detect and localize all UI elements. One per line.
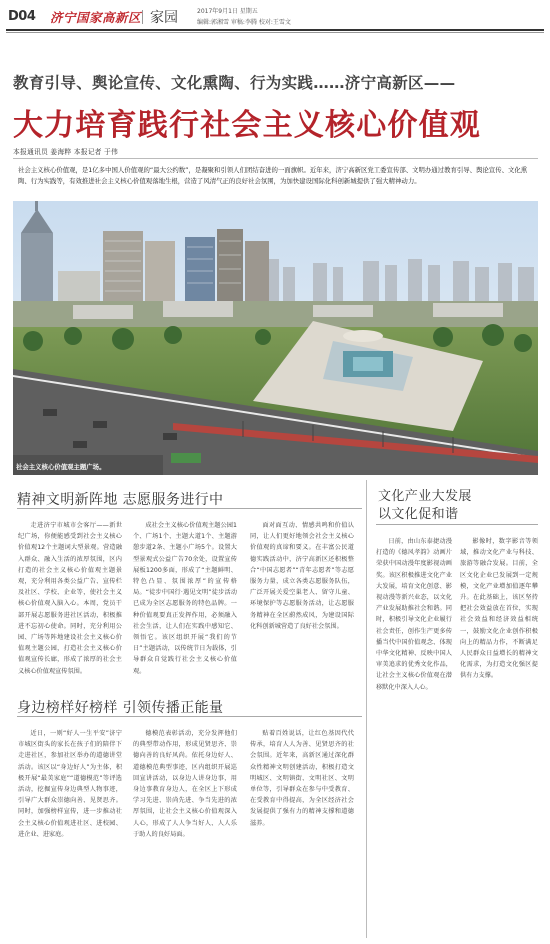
column-text bbox=[133, 728, 237, 938]
column-text bbox=[18, 728, 122, 938]
column-text bbox=[250, 520, 354, 692]
section-heading-culture: 文化产业大发展 bbox=[378, 489, 472, 504]
square-photo bbox=[13, 201, 538, 475]
column-text bbox=[133, 520, 237, 692]
column-text bbox=[460, 536, 538, 938]
header-rule bbox=[6, 29, 544, 31]
section-heading-role-models: 身边榜样好榜样 引领传播正能量 bbox=[17, 700, 224, 716]
paragraph: 影像时，数字影音等领域，推动文化产业与科技、旅游等融合发展。目前，全区文化企业已发展到一定规模，文化产业增加值逐年攀升。在此基础上，该区坚持把社会效益放在首位，实现社会效益和经济效益相统一，鼓励文化企业创作积极向上的精品力作，不断满足人民群众日益增长的精神文化需求，为打造文化强区提供有力支撑。 bbox=[460, 538, 538, 680]
issue-date: 2017年9月1日 星期五 bbox=[197, 8, 258, 15]
editor-credits: 编辑:郭湘雪 审稿:李腾 校对:王雪文 bbox=[197, 19, 291, 26]
column-text bbox=[250, 728, 354, 938]
section-name: 家园 bbox=[150, 10, 178, 26]
section-heading-volunteer: 精神文明新阵地 志愿服务进行中 bbox=[17, 492, 224, 508]
column-text bbox=[376, 536, 452, 938]
article-kicker: 教育引导、舆论宣传、文化熏陶、行为实践……济宁高新区—— bbox=[13, 74, 456, 92]
paragraph: 走进济宁市城市会客厅——新世纪广场，你便能感受到社会主义核心价值观12个主题词大型景观。营造融入群众、融入生活的浓厚氛围，区内打造的社会主义核心价值观主题景观，充分利用各类公益广告、宣传栏及社区、学校、企业等，使社会主义核心价值观入脑入心。本周，党员干部开展志愿服务进社区活动，积极推进不忘初心使命。同时，充分利用公园、广场等阵地建设社会主义核心价值观主题公园，打造社会主义核心价值观宣传长廊，形成了浓厚的社会主义核心价值观宣传氛围。 bbox=[18, 522, 122, 675]
header-separator bbox=[142, 10, 143, 24]
article-headline: 大力培育践行社会主义核心价值观 bbox=[13, 108, 481, 143]
paragraph: 面对面互动、情感共鸣和价值认同，让人们更好地领会社会主义核心价值观的真谛和要义。在丰富公民道德实践活动中，济宁高新区还积极整合“中国志愿者”“青年志愿者”等志愿服务力量，成立各类志愿服务队伍，广泛开展关爱空巢老人、留守儿童、环境保护等志愿服务活动，让志愿服务精神在全区蔚然成风，为建设国际化科创新城营造了良好社会氛围。 bbox=[250, 522, 354, 630]
header-rule-thin bbox=[6, 32, 544, 33]
article-byline: 本报通讯员 姜海粹 本报记者 于伟 bbox=[13, 148, 119, 156]
paragraph: 日前，由山东泰捷动漫打造的《德风孝韵》动画片荣获中国动漫年度影视动画奖。该区积极推进文化产业大发展，培育文化创意、影视动漫等新兴业态，以文化产业发展助推社会和谐。同时，积极引导文化企业履行社会责任，创作生产更多传播当代中国价值观念、体现中华文化精神、反映中国人审美追求的优秀文化作品，让社会主义核心价值观在潜移默化中深入人心。 bbox=[376, 538, 452, 691]
article-lead: 社会主义核心价值观，是1亿多中国人价值观的“最大公约数”，是凝聚和引领人们团结奋进的一面旗帜。近年来，济宁高新区党工委宣传部、文明办通过教育引导、舆论宣传、文化熏陶、行为实践等，有效推进社会主义核心价值观落地生根，营造了风清气正的良好社会氛围，为加快建设国际化科创新城提供了强大精神动力。 bbox=[18, 166, 528, 185]
column-divider bbox=[366, 480, 367, 938]
lead-rule bbox=[13, 158, 538, 159]
section-heading-culture-line2: 以文化促和谐 bbox=[378, 507, 459, 522]
section-rule bbox=[17, 508, 362, 509]
section-rule bbox=[376, 524, 538, 525]
paragraph: 成社会主义核心价值观主题公园1个、广场1个、主题大道1个、主题游憩步道2条、主题小广场5个。设置大型景观式公益广告70余处，设置宣传展板1200多面，形成了“主题鲜明、特色凸显、氛围浓厚”的宣传格局。“徒步中国行·遇见文明”徒步活动已成为全区志愿服务的特色品牌。一种价值观要真正发挥作用，必须融入社会生活，让人们在实践中感知它、领悟它。该区组织开展“我们的节日”主题活动，以传统节日为载体，引导群众自觉践行社会主义核心价值观。 bbox=[133, 522, 237, 675]
page-number: D04 bbox=[8, 9, 36, 24]
paragraph: 贴着百姓说话，让红色基因代代传承，培育人人为善、见贤思齐的社会氛围。近年来，高新区通过深化群众性精神文明创建活动，积极打造文明城区、文明镇街、文明社区、文明单位等，引导群众在参与中受教育、在受教育中得提高，为全区经济社会发展提供了强有力的精神支撑和道德滋养。 bbox=[250, 730, 354, 827]
column-text bbox=[18, 520, 122, 692]
photo-caption: 社会主义核心价值观主题广场。 bbox=[16, 463, 106, 471]
newspaper-brand: 济宁国家高新区 bbox=[50, 10, 142, 25]
paragraph: 德模范表彰活动，充分发挥他们的典型带动作用，形成见贤思齐、崇德向善的良好风尚。依托身边好人、道德模范典型事迹，区内组织开展巡回宣讲活动，以身边人讲身边事，用身边事教育身边人，在全区上下形成学习先进、崇尚先进、争当先进的浓厚氛围，让社会主义核心价值观深入人心，形成了人人争当好人、人人乐于助人的良好局面。 bbox=[133, 730, 237, 838]
paragraph: 近日，一则“好人一生平安”济宁市城区街头的家长在孩子们的陪伴下走进社区，参加社区举办的道德讲堂活动。该区以“身边好人”为主体，积极开展“最美家庭”“道德模范”等评选活动，挖掘宣传身边典型人物事迹，引导广大群众崇德向善、见贤思齐。同时，加强榜样宣传，进一步推动社会主义核心价值观进社区、进校园、进企业、进家庭。 bbox=[18, 730, 122, 838]
section-rule bbox=[17, 716, 362, 717]
